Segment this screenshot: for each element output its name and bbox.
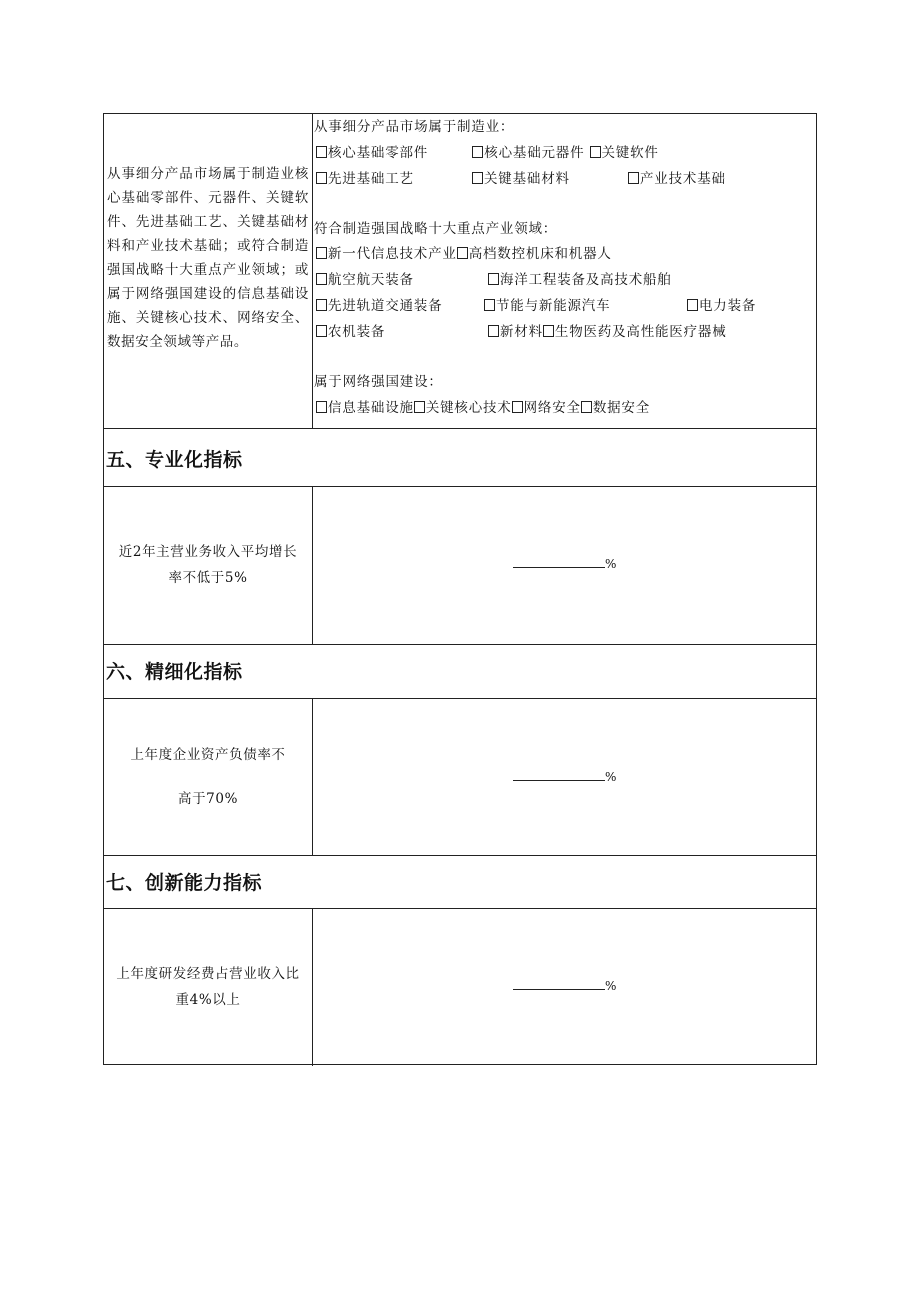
criterion-line: 近2年主营业务收入平均增长	[118, 544, 298, 560]
rd-ratio-input[interactable]: %	[513, 977, 611, 993]
column-divider	[312, 114, 313, 428]
criterion-line: 上年度企业资产负债率不	[130, 746, 286, 763]
checkbox-agri[interactable]: 农机装备	[316, 320, 385, 340]
column-divider	[312, 908, 313, 1066]
section-title-refinement: 六、精细化指标	[106, 661, 243, 683]
checkbox-biomed[interactable]: 生物医药及高性能医疗器械	[543, 324, 727, 340]
checkbox-data-security[interactable]: 数据安全	[581, 400, 650, 416]
checkbox-info-infra[interactable]: 信息基础设施	[316, 400, 414, 416]
criterion-line: 重4%以上	[175, 992, 241, 1008]
checkbox-core-components[interactable]: 核心基础元器件	[472, 145, 584, 161]
refinement-criterion	[104, 698, 312, 855]
industry-criterion-text: 从事细分产品市场属于制造业核心基础零部件、元器件、关键软件、先进基础工艺、关键基础材料和产业技术基础；或符合制造强国战略十大重点产业领域；或属于网络强国建设的信息基础设施、关键核心技术、网络安全、数据安全领域等产品。	[107, 166, 309, 350]
group3-heading: 属于网络强国建设：	[314, 374, 443, 390]
checkbox-marine[interactable]: 海洋工程装备及高技术船舶	[488, 268, 672, 288]
option-row	[316, 242, 612, 262]
specialization-criterion	[104, 486, 312, 644]
group1-heading: 从事细分产品市场属于制造业：	[314, 119, 515, 135]
section-title-specialization: 五、专业化指标	[106, 449, 243, 471]
option-row	[316, 396, 650, 416]
criterion-line: 上年度研发经费占营业收入比	[116, 966, 300, 982]
debt-ratio-input[interactable]: %	[513, 768, 611, 784]
option-row	[316, 141, 659, 161]
option-row	[316, 167, 414, 187]
row-divider	[104, 644, 816, 645]
column-divider	[312, 698, 313, 855]
checkbox-advanced-process[interactable]: 先进基础工艺	[316, 171, 414, 187]
checkbox-aerospace[interactable]: 航空航天装备	[316, 268, 414, 288]
row-divider	[104, 428, 816, 429]
option-row	[488, 320, 727, 340]
criterion-line: 率不低于5%	[168, 570, 248, 586]
indicator-table	[103, 113, 817, 1065]
checkbox-key-core-tech[interactable]: 关键核心技术	[414, 400, 512, 416]
checkbox-rail[interactable]: 先进轨道交通装备	[316, 294, 442, 314]
checkbox-network-security[interactable]: 网络安全	[512, 400, 581, 416]
group2-heading: 符合制造强国战略十大重点产业领域：	[314, 221, 558, 237]
row-divider	[104, 855, 816, 856]
section-title-innovation: 七、创新能力指标	[106, 872, 263, 894]
innovation-criterion	[104, 908, 312, 1066]
checkbox-ev[interactable]: 节能与新能源汽车	[484, 294, 610, 314]
checkbox-power[interactable]: 电力装备	[687, 294, 756, 314]
checkbox-key-materials[interactable]: 关键基础材料	[472, 167, 570, 187]
checkbox-core-parts[interactable]: 核心基础零部件	[316, 145, 428, 161]
revenue-growth-input[interactable]: %	[513, 555, 611, 571]
column-divider	[312, 486, 313, 644]
checkbox-new-materials[interactable]: 新材料	[488, 324, 543, 340]
checkbox-industrial-tech[interactable]: 产业技术基础	[628, 167, 726, 187]
checkbox-key-software[interactable]: 关键软件	[590, 145, 659, 161]
checkbox-cnc-robot[interactable]: 高档数控机床和机器人	[457, 246, 612, 262]
checkbox-new-it[interactable]: 新一代信息技术产业	[316, 246, 457, 262]
criterion-line: 高于70%	[177, 790, 238, 807]
